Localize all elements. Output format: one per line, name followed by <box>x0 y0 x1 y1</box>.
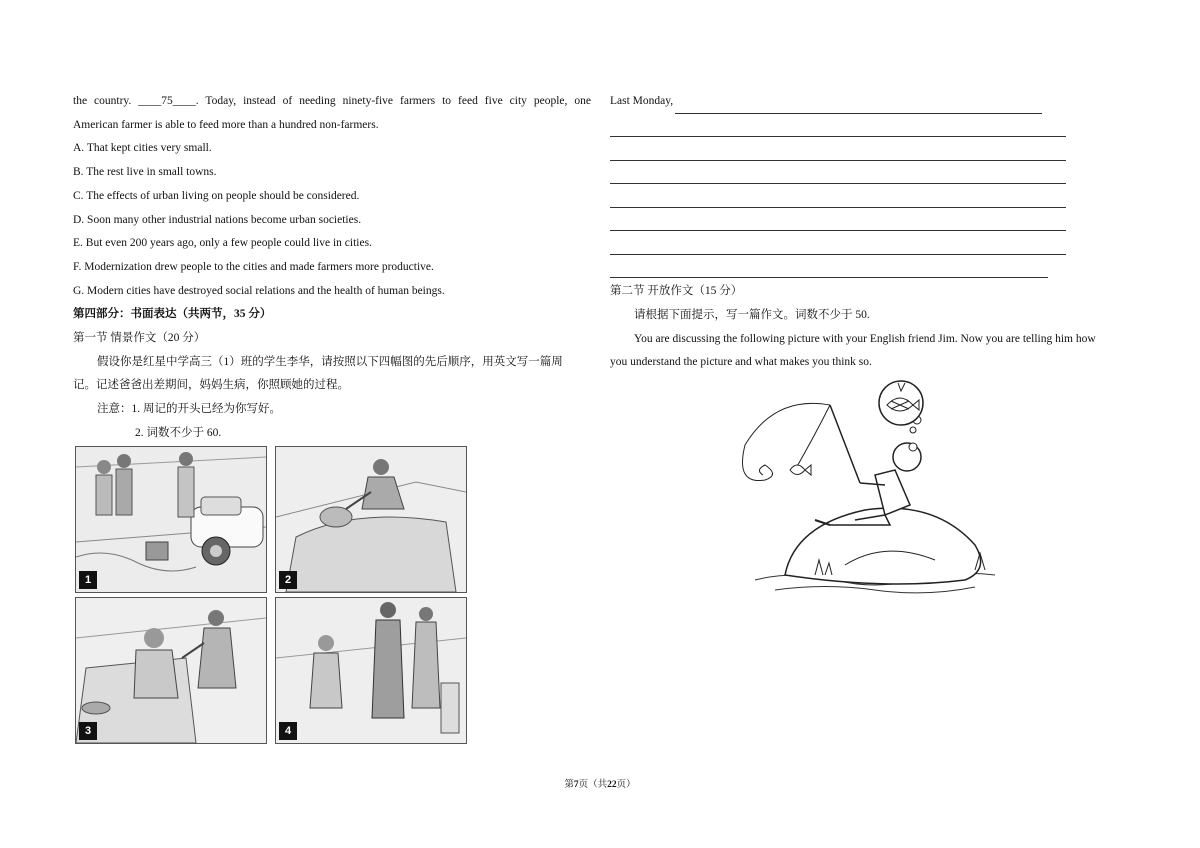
section1-instruction-1: 假设你是红星中学高三（1）班的学生李华，请按照以下四幅图的先后顺序，用英文写一篇周 <box>97 355 563 368</box>
option-a: A. That kept cities very small. <box>73 142 212 155</box>
panel-number: 3 <box>79 722 97 740</box>
panel-number: 1 <box>79 571 97 589</box>
footer-suffix: 页） <box>616 780 636 790</box>
fishing-man-cartoon <box>735 375 1035 600</box>
prompt-line-2: you understand the picture and what makes you think so. <box>610 356 872 369</box>
last-monday-label: Last Monday, <box>610 95 674 107</box>
page-total: 22 <box>607 780 617 790</box>
option-c: C. The effects of urban living on people should be considered. <box>73 189 360 202</box>
section1-instruction-2: 记。记述爸爸出差期间，妈妈生病，你照顾她的过程。 <box>73 379 349 392</box>
passage-line-2: American farmer is able to feed more than a hundred non-farmers. <box>73 118 379 131</box>
panel-number: 4 <box>279 722 297 740</box>
section2-heading: 第二节 开放作文（15 分） <box>610 285 743 298</box>
section1-heading: 第一节 情景作文（20 分） <box>73 332 206 345</box>
section2-instruction: 请根据下面提示，写一篇作文。词数不少于 50. <box>634 308 870 321</box>
answer-line[interactable] <box>610 208 1066 232</box>
footer-middle: 页（共 <box>578 780 608 790</box>
prompt-line-1: You are discussing the following picture with your English friend Jim. Now you are telling him how <box>634 332 1096 345</box>
street-scene-image <box>76 447 266 592</box>
page-number: 7 <box>573 780 579 790</box>
answer-line[interactable] <box>610 137 1066 161</box>
fishing-cartoon <box>735 375 1035 600</box>
answer-line[interactable] <box>610 184 1066 208</box>
serving-drink-image <box>76 598 266 743</box>
passage-line-1: the country. ____75____. Today, instead of needing ninety-five farmers to feed five city people, one <box>73 95 591 107</box>
answer-line[interactable] <box>610 255 1048 279</box>
family-reunion-image <box>276 598 466 743</box>
answer-line[interactable] <box>610 231 1066 255</box>
note-2: 2. 词数不少于 60. <box>135 426 222 439</box>
option-f: F. Modernization drew people to the cities and made farmers more productive. <box>73 260 434 273</box>
answer-line[interactable] <box>610 161 1066 185</box>
option-d: D. Soon many other industrial nations become urban societies. <box>73 213 362 226</box>
option-e: E. But even 200 years ago, only a few people could live in cities. <box>73 237 372 250</box>
answer-blank[interactable] <box>675 97 1042 114</box>
footer-prefix: 第 <box>564 780 574 790</box>
panel-3 <box>75 597 267 744</box>
panel-1 <box>75 446 267 593</box>
note-1: 注意：1. 周记的开头已经为你写好。 <box>97 403 281 416</box>
answer-first-line <box>610 90 1130 114</box>
answer-line[interactable] <box>610 114 1066 138</box>
bedside-scene-image <box>276 447 466 592</box>
left-column <box>73 90 591 446</box>
option-b: B. The rest live in small towns. <box>73 166 217 179</box>
part4-heading: 第四部分：书面表达（共两节，35 分） <box>73 308 272 321</box>
picture-panels <box>75 446 469 744</box>
panel-2 <box>275 446 467 593</box>
panel-number: 2 <box>279 571 297 589</box>
page-footer <box>0 776 1200 790</box>
option-g: G. Modern cities have destroyed social relations and the health of human beings. <box>73 284 445 297</box>
right-column <box>610 90 1130 375</box>
panel-4 <box>275 597 467 744</box>
